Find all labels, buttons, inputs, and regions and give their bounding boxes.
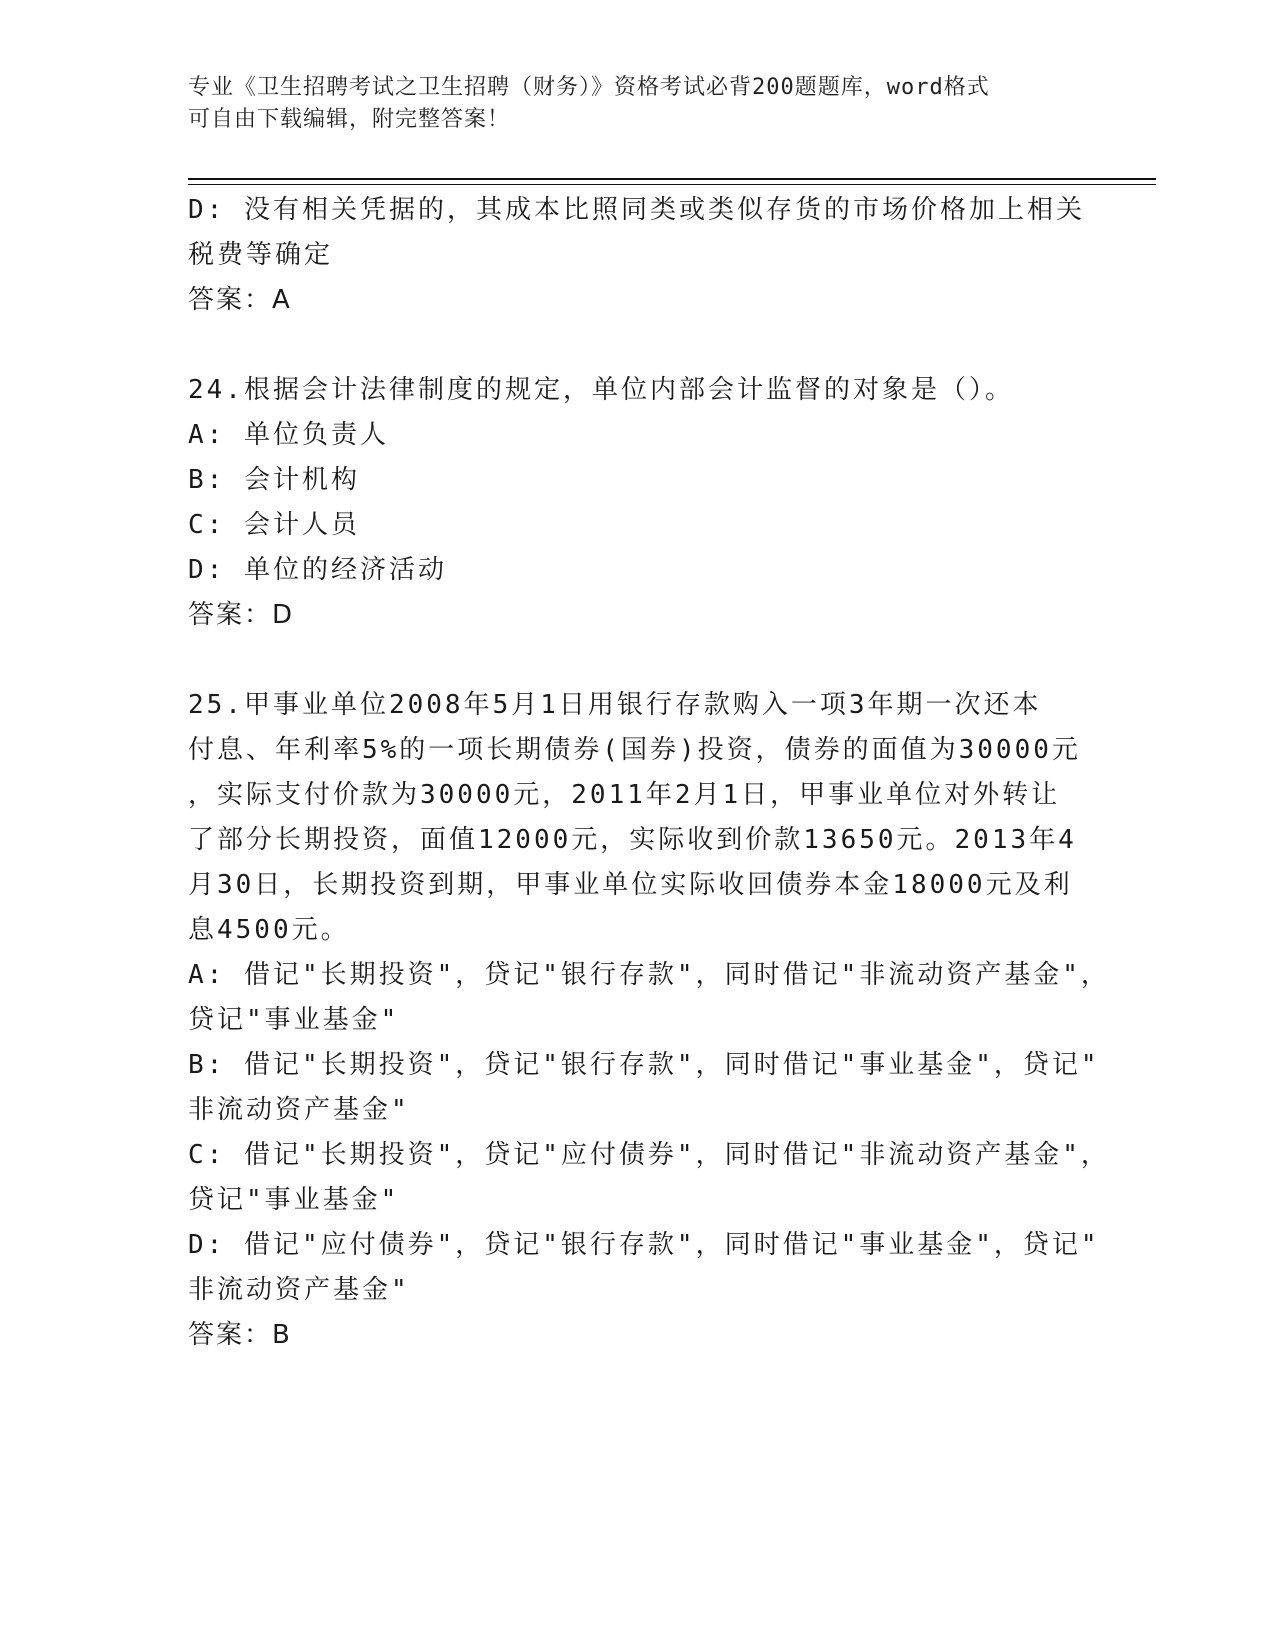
question-24 xyxy=(188,368,1088,638)
document-body xyxy=(188,188,1110,1358)
q25-option-a-line-1: A: 借记"长期投资"，贷记"银行存款"，同时借记"非流动资产基金"， xyxy=(188,960,1110,990)
question-25 xyxy=(188,683,1110,1358)
q25-stem-line-1: 25.甲事业单位2008年5月1日用银行存款购入一项3年期一次还本 xyxy=(188,690,1042,720)
q25-option-b-line-1: B: 借记"长期投资"，贷记"银行存款"，同时借记"事业基金"，贷记" xyxy=(188,1050,1100,1080)
q25-stem-line-6: 息4500元。 xyxy=(188,915,350,945)
q24-option-c: C: 会计人员 xyxy=(188,510,360,540)
question-23-tail xyxy=(188,188,1088,323)
q24-option-b: B: 会计机构 xyxy=(188,465,360,495)
q24-option-a: A: 单位负责人 xyxy=(188,420,389,450)
spacer xyxy=(188,638,1088,683)
q25-stem-line-4: 了部分长期投资，面值12000元，实际收到价款13650元。2013年4 xyxy=(188,825,1077,855)
q24-option-d: D: 单位的经济活动 xyxy=(188,555,447,585)
q25-option-c-line-1: C: 借记"长期投资"，贷记"应付债券"，同时借记"非流动资产基金"， xyxy=(188,1140,1110,1170)
q23-option-d-line-2: 税费等确定 xyxy=(188,240,334,270)
q25-option-b-line-2: 非流动资产基金" xyxy=(188,1095,410,1125)
q25-option-d-line-2: 非流动资产基金" xyxy=(188,1275,410,1305)
q25-option-a-line-2: 贷记"事业基金" xyxy=(188,1005,400,1035)
header-divider-thin xyxy=(188,184,1156,185)
q23-answer: 答案：A xyxy=(188,285,292,315)
q25-option-c-line-2: 贷记"事业基金" xyxy=(188,1185,400,1215)
document-header xyxy=(188,72,1078,136)
q25-stem-line-3: ，实际支付价款为30000元，2011年2月1日，甲事业单位对外转让 xyxy=(188,780,1061,810)
header-divider-thick xyxy=(188,178,1156,180)
q25-option-d-line-1: D: 借记"应付债券"，贷记"银行存款"，同时借记"事业基金"，贷记" xyxy=(188,1230,1100,1260)
header-line-1: 专业《卫生招聘考试之卫生招聘（财务）》资格考试必背200题题库，word格式 xyxy=(188,75,990,100)
q24-answer: 答案：D xyxy=(188,600,295,630)
q25-stem-line-2: 付息、年利率5%的一项长期债券(国券)投资，债券的面值为30000元 xyxy=(188,735,1081,765)
q25-stem-line-5: 月30日，长期投资到期，甲事业单位实际收回债券本金18000元及利 xyxy=(188,870,1073,900)
q25-answer: 答案：B xyxy=(188,1320,292,1350)
spacer xyxy=(188,323,1088,368)
q23-option-d-line-1: D: 没有相关凭据的，其成本比照同类或类似存货的市场价格加上相关 xyxy=(188,195,1085,225)
header-line-2: 可自由下载编辑，附完整答案！ xyxy=(188,107,511,132)
q24-stem: 24.根据会计法律制度的规定，单位内部会计监督的对象是（）。 xyxy=(188,375,1014,405)
